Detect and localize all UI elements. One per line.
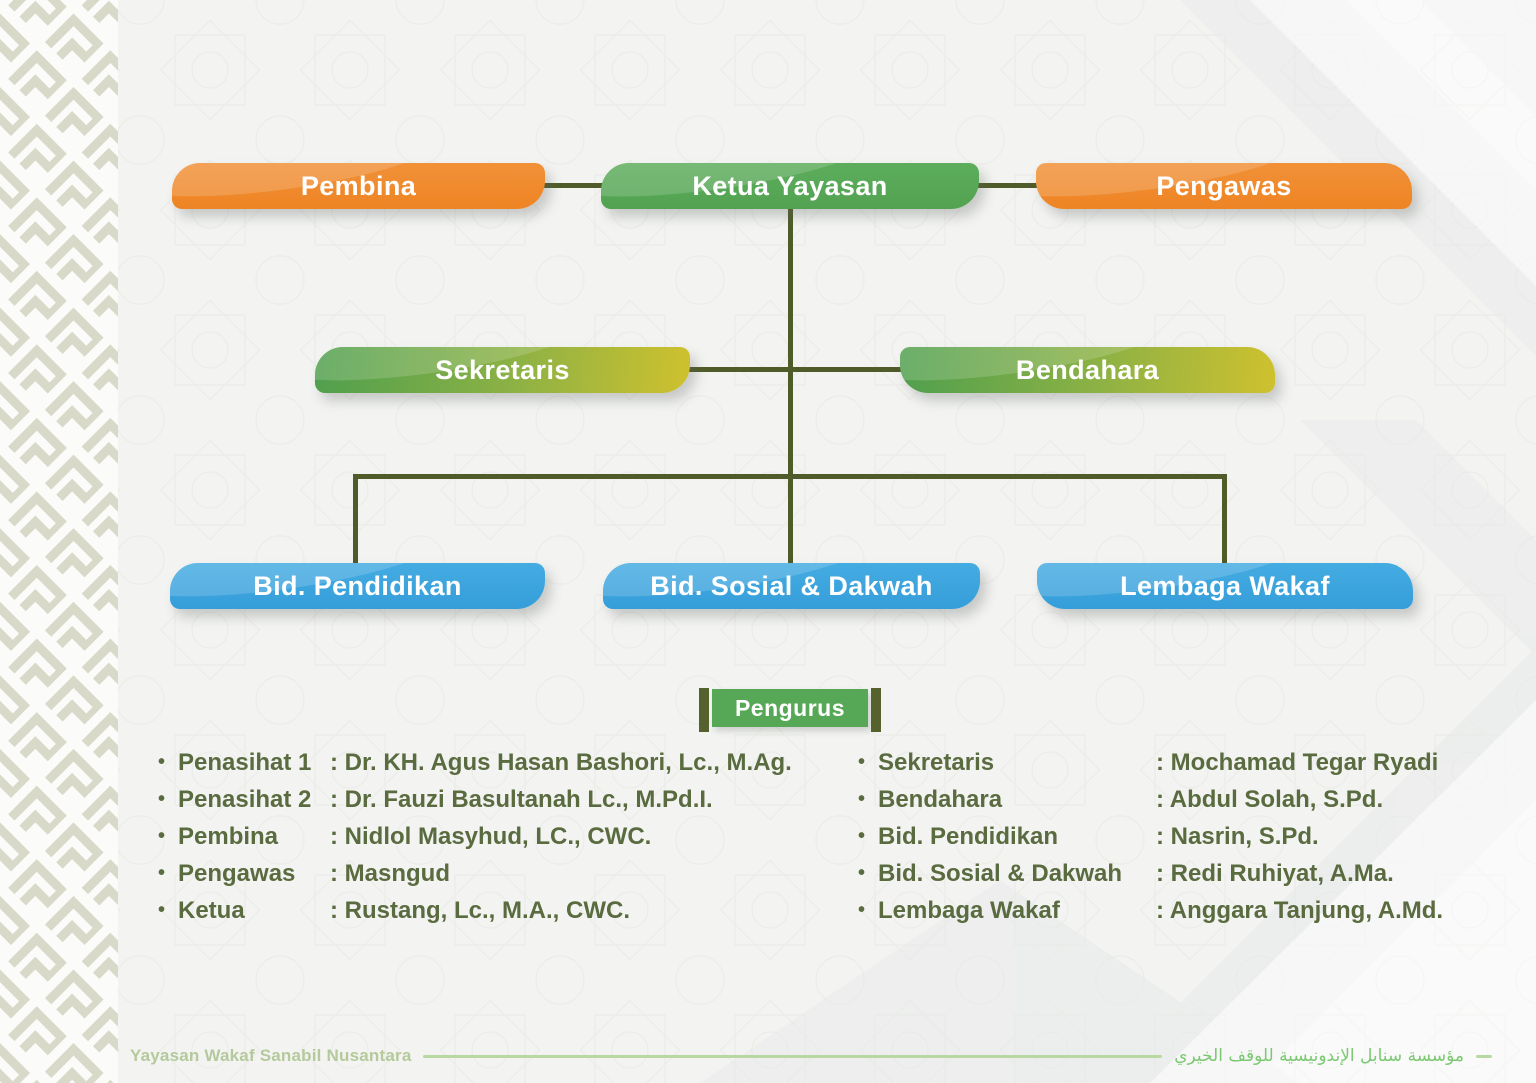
- connector-ketua-vertical: [788, 206, 793, 478]
- bullet-icon: •: [158, 899, 166, 921]
- roster-row-bid-sosial-dakwah: [858, 855, 1506, 892]
- roster-row-lembaga-wakaf: [858, 892, 1506, 929]
- roster-value: : Abdul Solah, S.Pd.: [1156, 785, 1384, 813]
- node-label: Bendahara: [1015, 354, 1160, 385]
- roster-row-pembina: [158, 818, 848, 855]
- roster-value: : Redi Ruhiyat, A.Ma.: [1156, 859, 1394, 887]
- bullet-icon: •: [858, 825, 866, 847]
- node-bendahara: [900, 347, 1275, 393]
- roster-row-ketua: [158, 892, 848, 929]
- connector-drop-left: [353, 474, 358, 566]
- roster-right-column: [858, 744, 1506, 929]
- bullet-icon: •: [158, 788, 166, 810]
- pengurus-badge: [699, 686, 881, 730]
- roster-label: Bid. Sosial & Dakwah: [878, 859, 1123, 887]
- roster-label: Pembina: [178, 822, 279, 850]
- org-name-latin: Yayasan Wakaf Sanabil Nusantara: [130, 1046, 412, 1065]
- roster-row-pengawas: [158, 855, 848, 892]
- footer-end-dash: [1476, 1055, 1492, 1058]
- bullet-icon: •: [158, 751, 166, 773]
- badge-right-bar: [871, 688, 881, 732]
- roster-row-penasihat-1: [158, 744, 848, 781]
- node-label: Lembaga Wakaf: [1120, 570, 1330, 601]
- bullet-icon: •: [858, 862, 866, 884]
- connector-sekretaris-bendahara: [685, 367, 905, 372]
- roster-row-sekretaris: [858, 744, 1506, 781]
- node-label: Pembina: [300, 170, 417, 201]
- roster-value: : Nidlol Masyhud, LC., CWC.: [330, 822, 652, 850]
- connector-drop-right: [1222, 474, 1227, 566]
- bullet-icon: •: [858, 788, 866, 810]
- roster-value: : Nasrin, S.Pd.: [1156, 822, 1319, 850]
- roster-value: : Mochamad Tegar Ryadi: [1156, 748, 1439, 776]
- badge-left-bar: [699, 688, 709, 732]
- roster-label: Penasihat 1: [178, 748, 312, 776]
- footer: [130, 1042, 1492, 1070]
- node-label: Bid. Pendidikan: [253, 570, 462, 601]
- roster-label: Penasihat 2: [178, 785, 312, 813]
- roster-label: Sekretaris: [878, 748, 995, 776]
- roster-value: : Masngud: [330, 859, 450, 887]
- connector-ketua-pengawas: [975, 183, 1041, 188]
- node-pembina: [172, 163, 545, 209]
- node-bid-pendidikan: [170, 563, 545, 609]
- roster-row-penasihat-2: [158, 781, 848, 818]
- node-bid-sosial-dakwah: [603, 563, 980, 609]
- roster-label: Ketua: [178, 896, 245, 924]
- roster-value: : Anggara Tanjung, A.Md.: [1156, 896, 1444, 924]
- org-name-arabic: مؤسسة سنابل الإندونيسية للوقف الخيري: [1174, 1046, 1464, 1066]
- connector-drop-center: [788, 474, 793, 566]
- node-ketua-yayasan: [601, 163, 979, 209]
- roster-label: Bid. Pendidikan: [878, 822, 1059, 850]
- connector-pembina-ketua: [540, 183, 606, 188]
- bullet-icon: •: [858, 751, 866, 773]
- node-pengawas: [1036, 163, 1412, 209]
- roster-label: Bendahara: [878, 785, 1003, 813]
- bullet-icon: •: [158, 862, 166, 884]
- roster-label: Lembaga Wakaf: [878, 896, 1060, 924]
- node-label: Ketua Yayasan: [692, 170, 888, 201]
- footer-divider-line: [423, 1055, 1162, 1058]
- node-label: Bid. Sosial & Dakwah: [650, 570, 933, 601]
- roster-row-bid-pendidikan: [858, 818, 1506, 855]
- roster-left-column: [158, 744, 848, 929]
- node-label: Pengawas: [1156, 170, 1292, 201]
- bullet-icon: •: [158, 825, 166, 847]
- roster-row-bendahara: [858, 781, 1506, 818]
- node-label: Sekretaris: [435, 354, 570, 385]
- badge-label: Pengurus: [734, 694, 846, 721]
- roster-value: : Dr. KH. Agus Hasan Bashori, Lc., M.Ag.: [330, 748, 792, 776]
- roster-value: : Rustang, Lc., M.A., CWC.: [330, 896, 630, 924]
- roster-value: : Dr. Fauzi Basultanah Lc., M.Pd.I.: [330, 785, 713, 813]
- roster-label: Pengawas: [178, 859, 296, 887]
- badge-box: [712, 689, 868, 727]
- node-lembaga-wakaf: [1037, 563, 1413, 609]
- bullet-icon: •: [858, 899, 866, 921]
- node-sekretaris: [315, 347, 690, 393]
